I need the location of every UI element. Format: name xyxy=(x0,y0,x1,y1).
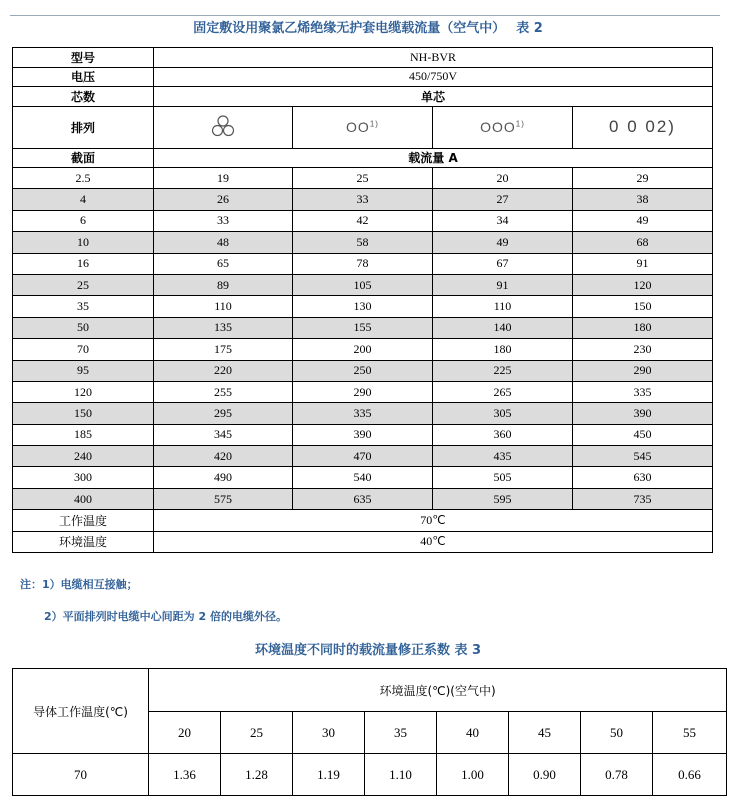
ambient-temp-cell: 40 xyxy=(437,712,509,754)
current-cell: 26 xyxy=(154,189,293,210)
section-cell: 16 xyxy=(13,253,154,274)
current-cell: 130 xyxy=(293,296,433,317)
factor-cell: 0.90 xyxy=(509,754,581,796)
section-label: 截面 xyxy=(13,148,154,168)
arrangement-flat-3-text: OOO xyxy=(480,119,516,135)
arrangement-flat-2-text: OO xyxy=(346,119,370,135)
current-cell: 335 xyxy=(573,381,713,402)
current-cell: 360 xyxy=(433,424,573,445)
cores-value: 单芯 xyxy=(154,87,713,107)
current-cell: 200 xyxy=(293,339,433,360)
arrangement-flat-3-sup: 1) xyxy=(515,119,525,129)
table-row xyxy=(13,168,713,189)
current-cell: 250 xyxy=(293,360,433,381)
current-cell: 105 xyxy=(293,274,433,295)
arrangement-spaced-text: 0 0 02) xyxy=(609,117,676,136)
ambient-temp-cell: 20 xyxy=(149,712,221,754)
current-label: 载流量 A xyxy=(154,148,713,168)
table-row xyxy=(13,210,713,231)
section-cell: 120 xyxy=(13,381,154,402)
arrangement-trefoil xyxy=(154,106,293,148)
current-cell: 91 xyxy=(433,274,573,295)
ambient-temp-cell: 55 xyxy=(653,712,727,754)
ambient-temp-cell: 35 xyxy=(365,712,437,754)
current-cell: 575 xyxy=(154,488,293,509)
current-cell: 68 xyxy=(573,232,713,253)
table-row xyxy=(13,232,713,253)
section-cell: 10 xyxy=(13,232,154,253)
current-cell: 265 xyxy=(433,381,573,402)
section-cell: 185 xyxy=(13,424,154,445)
table-row xyxy=(13,274,713,295)
working-temp-row xyxy=(13,510,713,531)
table-row xyxy=(13,317,713,338)
current-cell: 450 xyxy=(573,424,713,445)
table2-title: 固定敷设用聚氯乙烯绝缘无护套电缆载流量（空气中） 表 2 xyxy=(193,21,543,36)
section-cell: 35 xyxy=(13,296,154,317)
arrangement-flat-3 xyxy=(433,106,573,148)
current-cell: 420 xyxy=(154,446,293,467)
current-cell: 630 xyxy=(573,467,713,488)
factor-cell: 0.78 xyxy=(581,754,653,796)
ampacity-table xyxy=(12,47,713,553)
current-cell: 33 xyxy=(154,210,293,231)
voltage-value: 450/750V xyxy=(154,67,713,87)
table-row xyxy=(13,488,713,509)
arrangement-flat-2 xyxy=(293,106,433,148)
cores-label: 芯数 xyxy=(13,87,154,107)
ambient-temp-value: 40℃ xyxy=(154,531,713,552)
current-cell: 290 xyxy=(293,381,433,402)
current-cell: 19 xyxy=(154,168,293,189)
current-cell: 29 xyxy=(573,168,713,189)
current-cell: 91 xyxy=(573,253,713,274)
top-rule xyxy=(10,15,720,16)
arrangement-label: 排列 xyxy=(13,106,154,148)
current-cell: 490 xyxy=(154,467,293,488)
current-cell: 120 xyxy=(573,274,713,295)
current-cell: 155 xyxy=(293,317,433,338)
arrangement-spaced xyxy=(573,106,713,148)
current-cell: 34 xyxy=(433,210,573,231)
current-cell: 49 xyxy=(573,210,713,231)
current-cell: 20 xyxy=(433,168,573,189)
section-cell: 50 xyxy=(13,317,154,338)
current-cell: 505 xyxy=(433,467,573,488)
current-cell: 67 xyxy=(433,253,573,274)
section-cell: 4 xyxy=(13,189,154,210)
model-value: NH-BVR xyxy=(154,48,713,68)
current-cell: 150 xyxy=(573,296,713,317)
current-cell: 470 xyxy=(293,446,433,467)
current-cell: 180 xyxy=(433,339,573,360)
ambient-temp-cell: 25 xyxy=(221,712,293,754)
factor-cell: 1.19 xyxy=(293,754,365,796)
correction-factor-table xyxy=(12,668,727,796)
conductor-temp-header: 导体工作温度(℃) xyxy=(13,669,149,754)
table-row xyxy=(13,424,713,445)
current-cell: 48 xyxy=(154,232,293,253)
current-cell: 305 xyxy=(433,403,573,424)
current-cell: 110 xyxy=(433,296,573,317)
table-row xyxy=(13,360,713,381)
current-cell: 225 xyxy=(433,360,573,381)
voltage-label: 电压 xyxy=(13,67,154,87)
note-1: 注：1）电缆相互接触； xyxy=(20,578,138,591)
current-cell: 735 xyxy=(573,488,713,509)
current-cell: 220 xyxy=(154,360,293,381)
current-cell: 390 xyxy=(293,424,433,445)
current-cell: 345 xyxy=(154,424,293,445)
current-cell: 33 xyxy=(293,189,433,210)
working-temp-label: 工作温度 xyxy=(13,510,154,531)
current-cell: 230 xyxy=(573,339,713,360)
ambient-temp-label: 环境温度 xyxy=(13,531,154,552)
factor-cell: 1.10 xyxy=(365,754,437,796)
table-row xyxy=(13,189,713,210)
section-cell: 240 xyxy=(13,446,154,467)
current-cell: 49 xyxy=(433,232,573,253)
factor-cell: 1.00 xyxy=(437,754,509,796)
current-cell: 540 xyxy=(293,467,433,488)
table3-title: 环境温度不同时的载流量修正系数 表 3 xyxy=(254,643,482,658)
current-cell: 180 xyxy=(573,317,713,338)
current-cell: 435 xyxy=(433,446,573,467)
current-cell: 140 xyxy=(433,317,573,338)
current-cell: 290 xyxy=(573,360,713,381)
current-cell: 110 xyxy=(154,296,293,317)
section-cell: 95 xyxy=(13,360,154,381)
current-cell: 27 xyxy=(433,189,573,210)
ambient-temp-cell: 50 xyxy=(581,712,653,754)
current-cell: 635 xyxy=(293,488,433,509)
current-cell: 78 xyxy=(293,253,433,274)
section-cell: 2.5 xyxy=(13,168,154,189)
trefoil-icon xyxy=(210,115,236,137)
ambient-temp-cell: 45 xyxy=(509,712,581,754)
current-cell: 595 xyxy=(433,488,573,509)
section-cell: 300 xyxy=(13,467,154,488)
current-cell: 545 xyxy=(573,446,713,467)
table-row xyxy=(13,467,713,488)
table-row xyxy=(13,403,713,424)
table-row xyxy=(13,296,713,317)
factor-cell: 0.66 xyxy=(653,754,727,796)
current-cell: 175 xyxy=(154,339,293,360)
factor-cell: 1.28 xyxy=(221,754,293,796)
table-row xyxy=(13,446,713,467)
section-cell: 25 xyxy=(13,274,154,295)
current-cell: 255 xyxy=(154,381,293,402)
ambient-temp-header: 环境温度(℃)(空气中) xyxy=(149,669,727,712)
section-cell: 70 xyxy=(13,339,154,360)
working-temp-value: 70℃ xyxy=(154,510,713,531)
current-cell: 135 xyxy=(154,317,293,338)
model-label: 型号 xyxy=(13,48,154,68)
current-cell: 25 xyxy=(293,168,433,189)
section-cell: 6 xyxy=(13,210,154,231)
current-cell: 295 xyxy=(154,403,293,424)
current-cell: 65 xyxy=(154,253,293,274)
current-cell: 58 xyxy=(293,232,433,253)
note-2: 2）平面排列时电缆中心间距为 2 倍的电缆外径。 xyxy=(44,610,287,623)
factor-cell: 1.36 xyxy=(149,754,221,796)
ambient-temp-row xyxy=(13,531,713,552)
current-cell: 390 xyxy=(573,403,713,424)
current-cell: 38 xyxy=(573,189,713,210)
table-row xyxy=(13,381,713,402)
current-cell: 42 xyxy=(293,210,433,231)
conductor-temp-cell: 70 xyxy=(13,754,149,796)
section-cell: 150 xyxy=(13,403,154,424)
ambient-temp-cell: 30 xyxy=(293,712,365,754)
table-row xyxy=(13,253,713,274)
table-row xyxy=(13,339,713,360)
section-cell: 400 xyxy=(13,488,154,509)
current-cell: 89 xyxy=(154,274,293,295)
current-cell: 335 xyxy=(293,403,433,424)
arrangement-flat-2-sup: 1) xyxy=(369,119,379,129)
